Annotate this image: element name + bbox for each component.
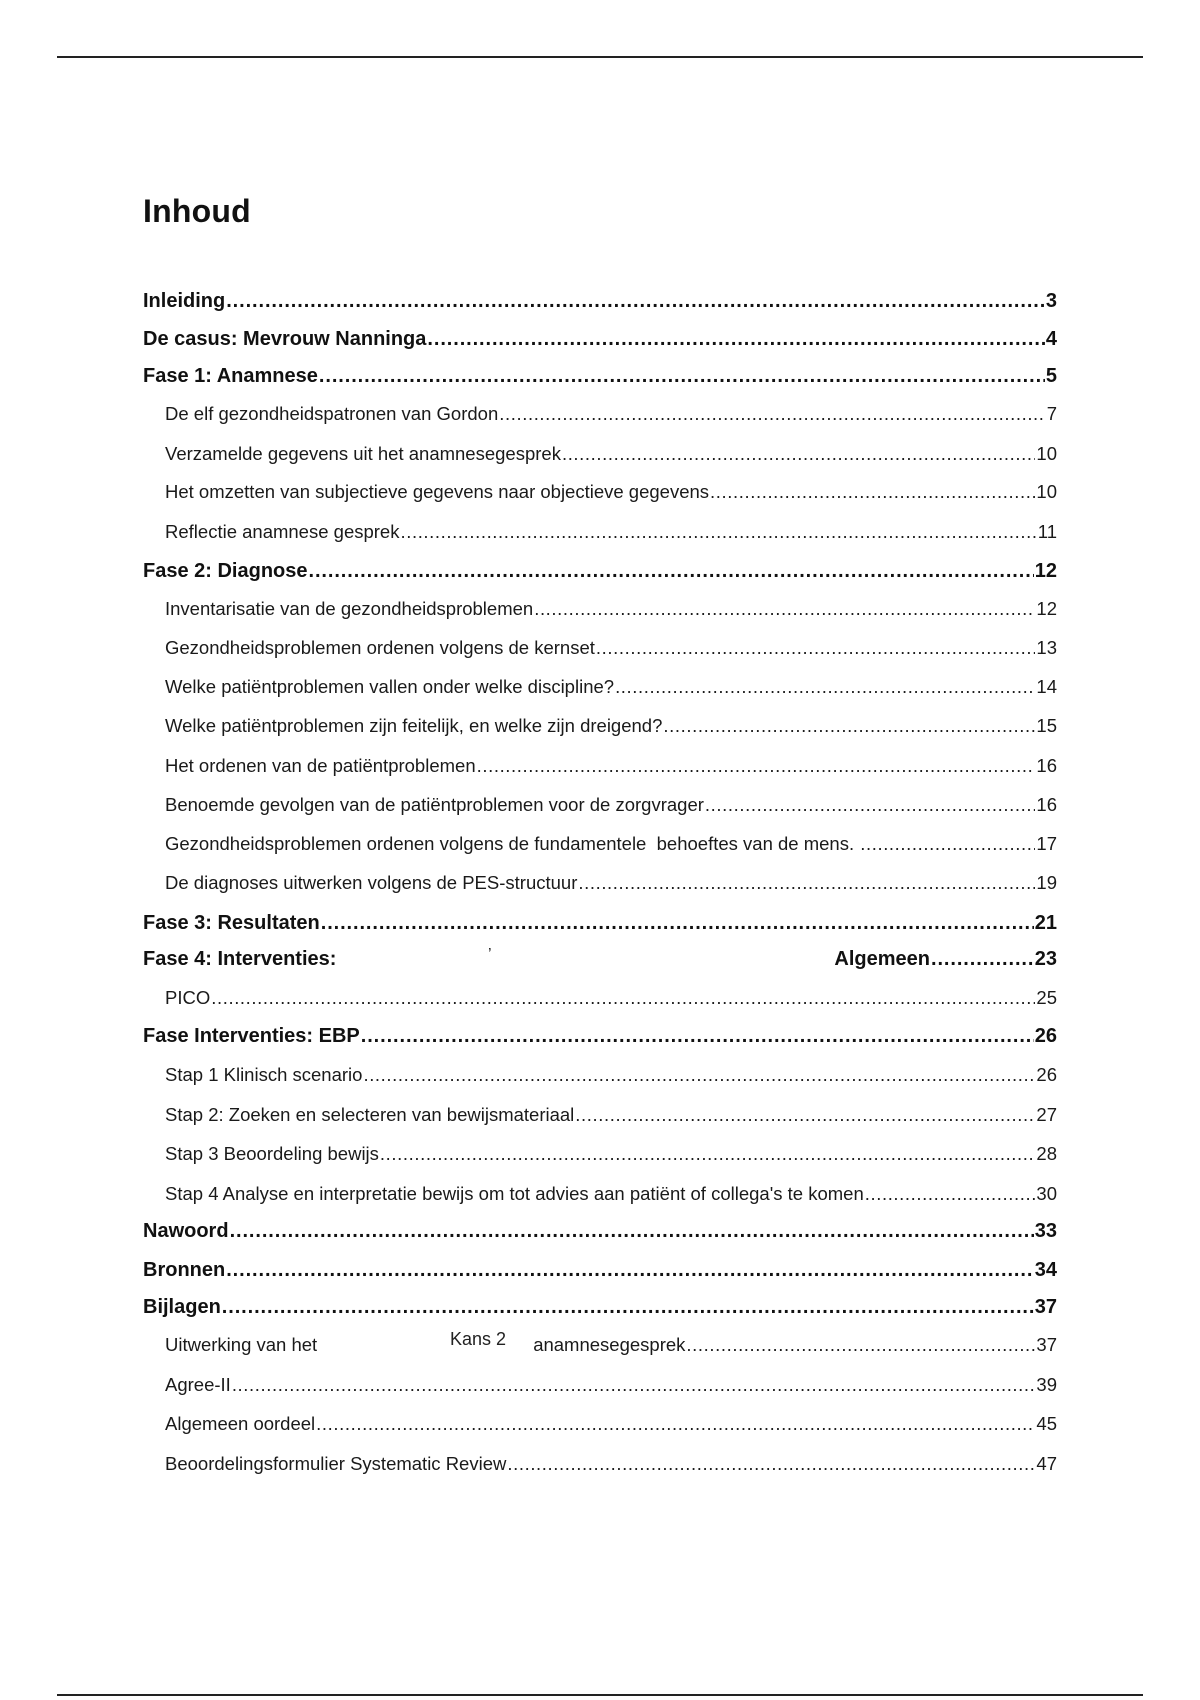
toc-dot-leader <box>361 1025 1034 1048</box>
toc-entry[interactable] <box>143 290 1057 318</box>
page-title: Inhoud <box>143 193 251 229</box>
toc-subentry[interactable] <box>165 755 1057 783</box>
toc-dot-leader <box>575 1104 1035 1126</box>
toc-entry-title: Welke patiëntproblemen zijn feitelijk, en welke zijn dreigend? <box>165 715 663 736</box>
toc-dot-leader <box>211 987 1035 1009</box>
toc-dot-leader <box>230 1220 1034 1243</box>
toc-dot-leader <box>860 833 1035 855</box>
toc-entry-page: 13 <box>1036 637 1057 658</box>
toc-entry-page: 45 <box>1036 1413 1057 1434</box>
toc-entry-page: 15 <box>1036 715 1057 736</box>
toc-entry[interactable] <box>143 328 1057 356</box>
toc-entry[interactable] <box>143 365 1057 393</box>
toc-subentry[interactable] <box>165 1374 1057 1402</box>
toc-entry-title: Fase 2: Diagnose <box>143 560 308 582</box>
toc-dot-leader <box>321 912 1034 935</box>
toc-dot-leader <box>400 521 1036 543</box>
toc-entry-title: Gezondheidsproblemen ordenen volgens de fundamentele behoeftes van de mens. <box>165 833 860 854</box>
toc-subentry[interactable] <box>165 637 1057 665</box>
toc-entry-title: Agree-II <box>165 1374 231 1395</box>
toc-entry-title: Uitwerking van het <box>165 1334 318 1355</box>
toc-entry-page: 3 <box>1045 290 1057 312</box>
footer-rule <box>57 1694 1143 1696</box>
toc-subentry[interactable] <box>165 676 1057 704</box>
toc-subentry[interactable] <box>165 833 1057 861</box>
toc-subentry[interactable] <box>165 598 1057 626</box>
toc-dot-leader <box>222 1296 1034 1319</box>
toc-entry-page: 19 <box>1036 872 1057 893</box>
toc-entry-title: Stap 4 Analyse en interpretatie bewijs om tot advies aan patiënt of collega's te komen <box>165 1183 864 1204</box>
toc-dot-leader <box>507 1453 1035 1475</box>
toc-entry-page: 12 <box>1036 598 1057 619</box>
toc-entry-page: 10 <box>1036 443 1057 464</box>
toc-entry-page: 11 <box>1037 521 1057 542</box>
toc-entry-page: 7 <box>1046 403 1057 424</box>
toc-entry-title: Fase 3: Resultaten <box>143 912 320 934</box>
toc-dot-leader <box>562 443 1035 465</box>
toc-entry[interactable] <box>143 948 1057 976</box>
toc-dot-leader <box>226 1259 1034 1282</box>
toc-dot-leader <box>710 481 1035 503</box>
toc-entry[interactable] <box>143 1296 1057 1324</box>
toc-dot-leader <box>363 1064 1035 1086</box>
toc-entry-title: Nawoord <box>143 1220 229 1242</box>
toc-subentry[interactable] <box>165 715 1057 743</box>
toc-subentry[interactable] <box>165 1334 1057 1362</box>
toc-entry-title-right: Algemeen <box>834 948 931 970</box>
toc-dot-leader <box>232 1374 1036 1396</box>
toc-subentry[interactable] <box>165 521 1057 549</box>
kans-label: Kans 2 <box>450 1329 507 1349</box>
header-rule <box>57 56 1143 58</box>
toc-entry-page: 16 <box>1036 755 1057 776</box>
toc-entry-page: 4 <box>1045 328 1057 350</box>
toc-entry-page: 37 <box>1036 1334 1057 1355</box>
toc-entry[interactable] <box>143 1259 1057 1287</box>
toc-dot-leader <box>477 755 1036 777</box>
toc-entry-title: Algemeen oordeel <box>165 1413 316 1434</box>
toc-entry-page: 25 <box>1036 987 1057 1008</box>
toc-entry[interactable] <box>143 912 1057 940</box>
toc-dot-leader <box>534 598 1035 620</box>
toc-dot-leader <box>319 365 1045 388</box>
toc-entry-page: 30 <box>1036 1183 1057 1204</box>
toc-entry-page: 5 <box>1045 365 1057 387</box>
toc-subentry[interactable] <box>165 1183 1057 1211</box>
toc-entry-page: 23 <box>1034 948 1057 970</box>
toc-entry-page: 21 <box>1034 912 1057 934</box>
toc-subentry[interactable] <box>165 1104 1057 1132</box>
toc-entry-title: Fase Interventies: EBP <box>143 1025 360 1047</box>
toc-subentry[interactable] <box>165 403 1057 431</box>
toc-dot-leader <box>865 1183 1036 1205</box>
toc-entry-title: Inleiding <box>143 290 226 312</box>
toc-entry-page: 47 <box>1036 1453 1057 1474</box>
toc-dot-leader <box>663 715 1035 737</box>
toc-subentry[interactable] <box>165 987 1057 1015</box>
toc-entry-title: Welke patiëntproblemen vallen onder welke discipline? <box>165 676 615 697</box>
toc-entry-title: Fase 4: Interventies: <box>143 948 337 970</box>
toc-entry-page: 10 <box>1036 481 1057 502</box>
toc-subentry[interactable] <box>165 872 1057 900</box>
toc-entry-page: 33 <box>1034 1220 1057 1242</box>
toc-entry-page: 39 <box>1036 1374 1057 1395</box>
toc-dot-leader <box>309 560 1034 583</box>
toc-entry-title: Stap 1 Klinisch scenario <box>165 1064 363 1085</box>
toc-entry-page: 26 <box>1036 1064 1057 1085</box>
toc-entry-page: 26 <box>1034 1025 1057 1047</box>
toc-entry-title: De elf gezondheidspatronen van Gordon <box>165 403 499 424</box>
toc-subentry[interactable] <box>165 1143 1057 1171</box>
toc-dot-leader <box>499 403 1045 425</box>
toc-dot-leader <box>380 1143 1036 1165</box>
toc-entry-title: Het ordenen van de patiëntproblemen <box>165 755 476 776</box>
toc-entry-page: 34 <box>1034 1259 1057 1281</box>
toc-dot-leader <box>578 872 1035 894</box>
toc-entry-page: 14 <box>1036 676 1057 697</box>
toc-dot-leader <box>596 637 1036 659</box>
toc-entry-title: De diagnoses uitwerken volgens de PES-structuur <box>165 872 578 893</box>
toc-dot-leader <box>931 948 1034 971</box>
toc-subentry[interactable] <box>165 1413 1057 1441</box>
toc-entry-title: Het omzetten van subjectieve gegevens naar objectieve gegevens <box>165 481 710 502</box>
toc-entry-title: Beoordelingsformulier Systematic Review <box>165 1453 507 1474</box>
toc-entry[interactable] <box>143 1220 1057 1248</box>
toc-entry-title: Stap 2: Zoeken en selecteren van bewijsmateriaal <box>165 1104 575 1125</box>
toc-entry[interactable] <box>143 1025 1057 1053</box>
toc-entry-page: 28 <box>1036 1143 1057 1164</box>
comma-mark: ’ <box>488 946 492 963</box>
toc-entry-page: 12 <box>1034 560 1057 582</box>
toc-dot-leader <box>427 328 1044 351</box>
toc-entry-title: Inventarisatie van de gezondheidsproblemen <box>165 598 534 619</box>
toc-entry-title: Reflectie anamnese gesprek <box>165 521 400 542</box>
toc-subentry[interactable] <box>165 1453 1057 1481</box>
toc-entry-title: Fase 1: Anamnese <box>143 365 318 387</box>
toc-subentry[interactable] <box>165 481 1057 509</box>
toc-subentry[interactable] <box>165 794 1057 822</box>
toc-entry-page: 37 <box>1034 1296 1057 1318</box>
toc-entry-title: Stap 3 Beoordeling bewijs <box>165 1143 379 1164</box>
toc-subentry[interactable] <box>165 443 1057 471</box>
toc-dot-leader <box>615 676 1035 698</box>
toc-entry-title: Verzamelde gegevens uit het anamnesegesprek <box>165 443 561 464</box>
toc-dot-leader <box>686 1334 1035 1356</box>
toc-entry-page: 27 <box>1036 1104 1057 1125</box>
toc-entry-title: Benoemde gevolgen van de patiëntproblemen voor de zorgvrager <box>165 794 704 815</box>
toc-entry[interactable] <box>143 560 1057 588</box>
toc-entry-title: Gezondheidsproblemen ordenen volgens de kernset <box>165 637 595 658</box>
toc-dot-leader <box>316 1413 1035 1435</box>
toc-subentry[interactable] <box>165 1064 1057 1092</box>
toc-entry-title: Bronnen <box>143 1259 226 1281</box>
toc-entry-page: 16 <box>1036 794 1057 815</box>
toc-entry-title-right: anamnesegesprek <box>533 1334 686 1355</box>
toc-dot-leader <box>705 794 1036 816</box>
toc-dot-leader <box>226 290 1045 313</box>
toc-entry-title: De casus: Mevrouw Nanninga <box>143 328 427 350</box>
toc-entry-title: Bijlagen <box>143 1296 221 1318</box>
toc-entry-page: 17 <box>1036 833 1057 854</box>
toc-entry-title: PICO <box>165 987 211 1008</box>
